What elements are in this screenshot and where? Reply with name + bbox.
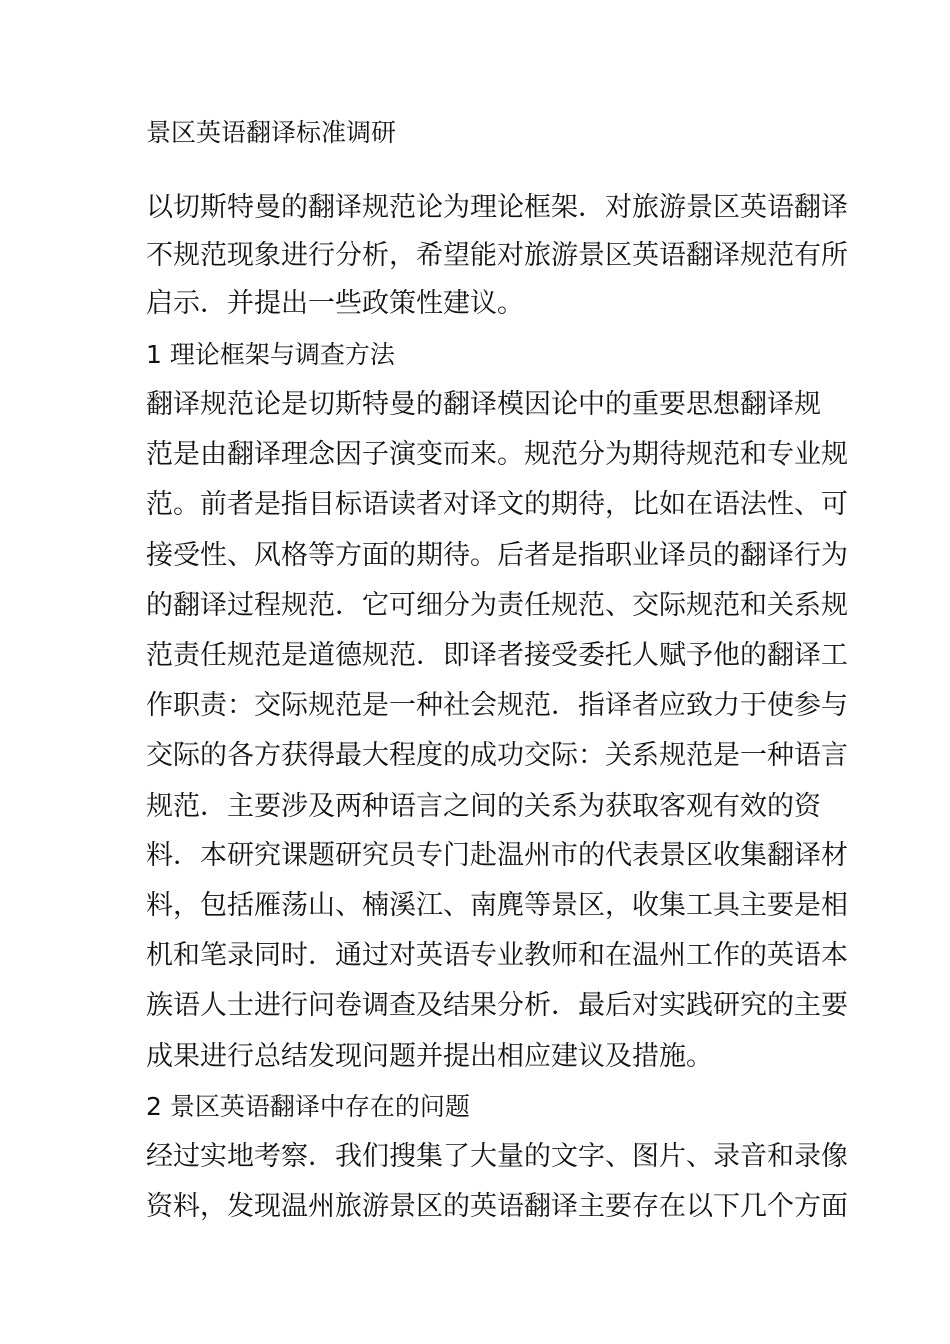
body-line-19: 资料，发现温州旅游景区的英语翻译主要存在以下几个方面 (146, 1191, 848, 1222)
body-line-18: 经过实地考察．我们搜集了大量的文字、图片、录音和录像 (146, 1141, 848, 1172)
body-line-11: 交际的各方获得最大程度的成功交际：关系规范是一种语言 (146, 740, 848, 771)
body-line-12: 规范．主要涉及两种语言之间的关系为获取客观有效的资 (146, 791, 821, 822)
body-line-16: 族语人士进行问卷调查及结果分析．最后对实践研究的主要 (146, 990, 848, 1021)
body-line-13: 料．本研究课题研究员专门赴温州市的代表景区收集翻译材 (146, 840, 848, 871)
body-line-8: 的翻译过程规范．它可细分为责任规范、交际规范和关系规 (146, 590, 848, 621)
body-line-4: 翻译规范论是切斯特曼的翻译模因论中的重要思想翻译规 (146, 389, 821, 420)
document-title: 景区英语翻译标准调研 (146, 118, 397, 147)
body-line-17: 成果进行总结发现问题并提出相应建议及措施。 (146, 1041, 713, 1072)
body-line-1: 以切斯特曼的翻译规范论为理论框架．对旅游景区英语翻译 (146, 192, 848, 223)
body-line-6: 范。前者是指目标语读者对译文的期待，比如在语法性、可 (146, 489, 848, 520)
body-line-3: 启示．并提出一些政策性建议。 (146, 288, 524, 319)
body-line-15: 机和笔录同时．通过对英语专业教师和在温州工作的英语本 (146, 940, 848, 971)
section-heading-1: 1 理论框架与调查方法 (146, 340, 395, 369)
body-line-9: 范责任规范是道德规范．即译者接受委托人赋予他的翻译工 (146, 640, 848, 671)
body-line-14: 料，包括雁荡山、楠溪江、南麂等景区，收集工具主要是相 (146, 890, 848, 921)
body-line-2: 不规范现象进行分析，希望能对旅游景区英语翻译规范有所 (146, 240, 848, 271)
body-line-10: 作职责：交际规范是一种社会规范．指译者应致力于使参与 (146, 690, 848, 721)
body-line-5: 范是由翻译理念因子演变而来。规范分为期待规范和专业规 (146, 439, 848, 470)
section-heading-2: 2 景区英语翻译中存在的问题 (146, 1092, 470, 1121)
body-line-7: 接受性、风格等方面的期待。后者是指职业译员的翻译行为 (146, 540, 848, 571)
